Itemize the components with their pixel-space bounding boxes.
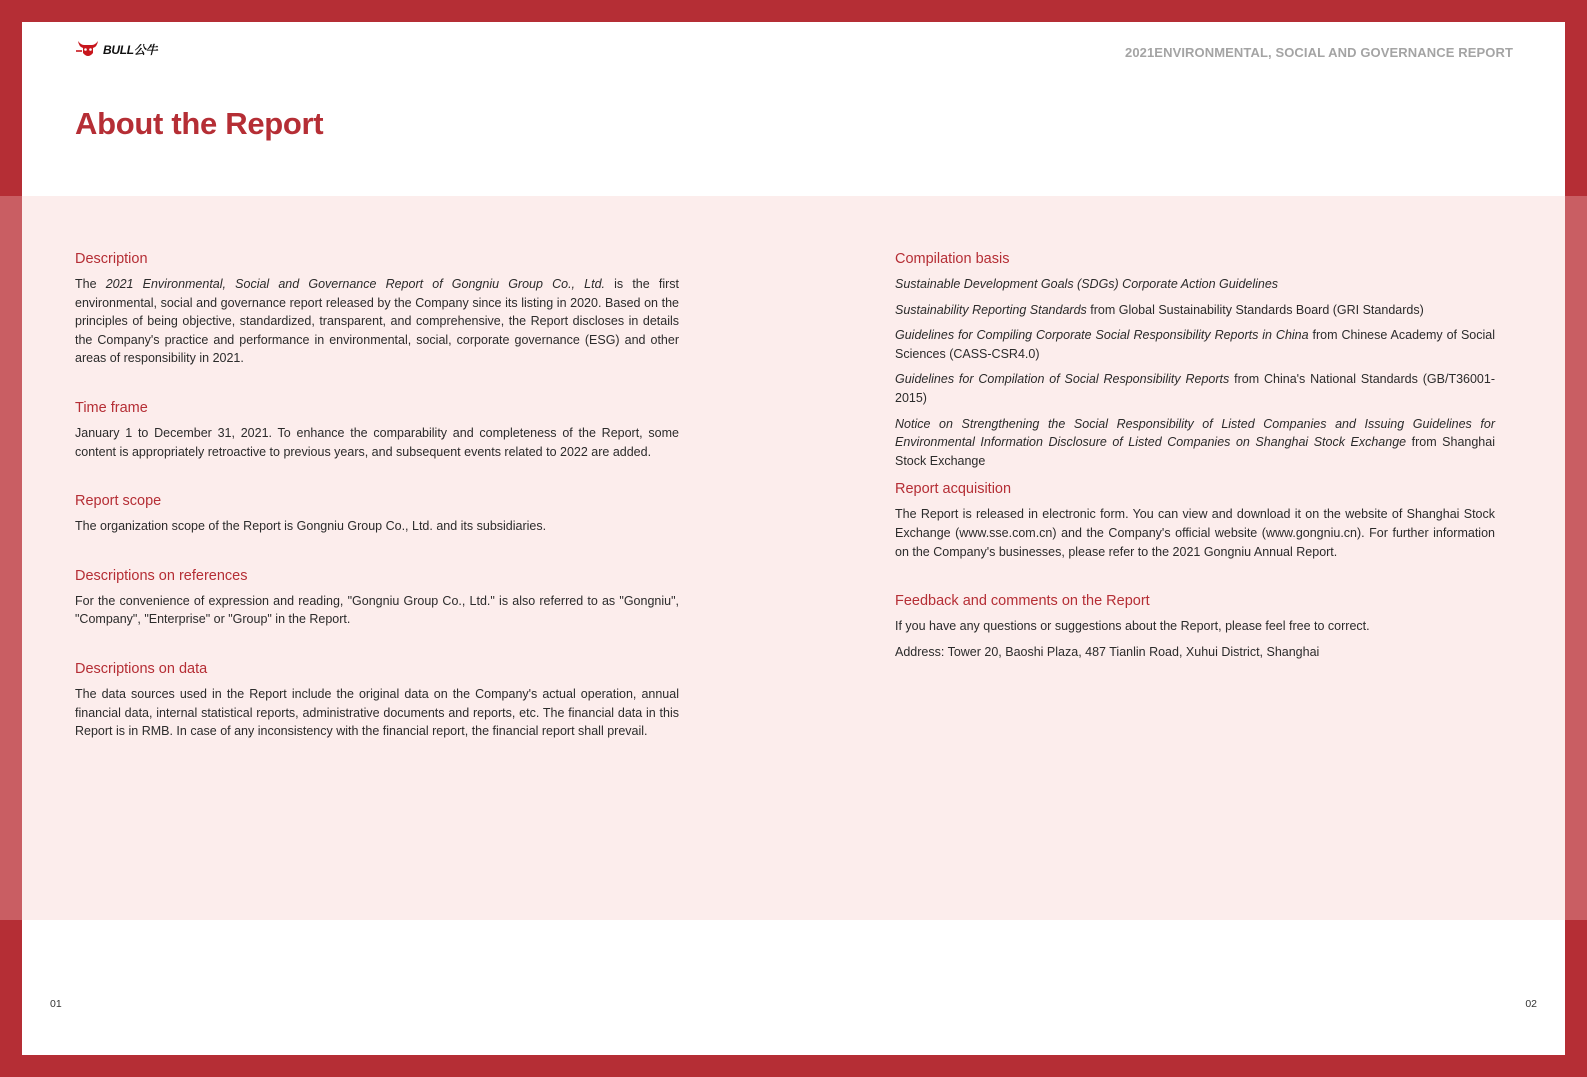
feedback-section [895,591,1495,661]
compilation-item-title: Guidelines for Compilation of Social Responsibility Reports [895,372,1230,387]
left-column [75,249,679,741]
compilation-section [895,249,1495,470]
right-column [895,249,1495,668]
references-section [75,566,679,629]
report-scope-section [75,491,679,536]
page-number-left: 01 [50,998,62,1010]
report-page [22,22,1565,1055]
compilation-item [895,326,1495,363]
bull-logo [75,38,157,60]
acquisition-heading: Report acquisition [895,481,1012,498]
report-header-title: 2021ENVIRONMENTAL, SOCIAL AND GOVERNANCE REPORT [1124,45,1513,60]
description-text [75,275,679,368]
compilation-item [895,301,1495,320]
time-frame-text: January 1 to December 31, 2021. To enhance the comparability and completeness of the Report, some content is appropriately retroactive to previous years, and subsequent events related to 2022 are added. [75,425,679,459]
bull-head-icon [75,38,101,60]
compilation-item-title: Notice on Strengthening the Social Responsibility of Listed Companies and Issuing Guidelines for Environmental Information Disclosure of Listed Companies on Shanghai Stock Exchange [895,416,1495,450]
description-section [75,249,679,368]
time-frame-section [75,398,679,461]
description-heading: Description [75,251,148,267]
compilation-item-source: from Chinese Academy of Social Sciences (CASS-CSR4.0) [895,328,1495,361]
data-text: The data sources used in the Report include the original data on the Company's actual operation, annual financial data, internal statistical reports, administrative documents and reports, etc. The financial data in this Report is in RMB. In case of any inconsistency with the financial report, the financial report shall prevail. [75,686,679,739]
compilation-item-title: Sustainability Reporting Standards [895,302,1087,317]
right-side-band [1565,196,1587,920]
left-side-band [0,196,22,920]
page-title: About the Report [75,106,324,141]
compilation-item [895,370,1495,407]
compilation-item-source: from Global Sustainability Standards Board (GRI Standards) [1086,302,1424,317]
report-scope-heading: Report scope [75,493,162,510]
acquisition-text: The Report is released in electronic form. You can view and download it on the website of Shanghai Stock Exchange (www.sse.com.cn) and the Company's official website (www.gongniu.cn). For further information on the Company's businesses, please refer to the 2021 Gongniu Annual Report. [895,507,1495,559]
compilation-item-title: Guidelines for Compiling Corporate Social Responsibility Reports in China [895,328,1309,343]
compilation-item-source: from Shanghai Stock Exchange [895,435,1495,468]
feedback-address: Address: Tower 20, Baoshi Plaza, 487 Tianlin Road, Xuhui District, Shanghai [895,644,1320,659]
compilation-item [895,415,1495,471]
compilation-item-source: from China's National Standards (GB/T36001-2015) [895,372,1495,405]
data-section [75,659,679,741]
data-heading: Descriptions on data [75,660,208,677]
feedback-text: If you have any questions or suggestions about the Report, please feel free to correct. [895,619,1370,634]
description-text-pre: The [75,277,106,291]
acquisition-section [895,479,1495,561]
feedback-heading: Feedback and comments on the Report [895,593,1150,610]
report-scope-text: The organization scope of the Report is Gongniu Group Co., Ltd. and its subsidiaries. [75,519,547,534]
compilation-heading: Compilation basis [895,251,1010,267]
compilation-item-title: Sustainable Development Goals (SDGs) Corporate Action Guidelines [895,277,1279,291]
page-number-right: 02 [1525,998,1537,1010]
time-frame-heading: Time frame [75,399,148,416]
compilation-item [895,275,1495,294]
logo-text: BULL公牛 [103,42,158,57]
report-name-italic: 2021 Environmental, Social and Governance Report of Gongniu Group Co., Ltd. [105,277,606,291]
references-text: For the convenience of expression and reading, "Gongniu Group Co., Ltd." is also referred to as "Gongniu", "Company", "Enterprise" or "Group" in the Report. [75,593,679,627]
description-text-post: is the first environmental, social and governance report released by the Company since its listing in 2020. Based on the principles of being objective, standardized, transparent, and comprehensive, the Report discloses in details the Company's practice and performance in environmental, social, corporate governance (ESG) and other areas of responsibility in 2021. [75,277,679,366]
references-heading: Descriptions on references [75,567,248,584]
